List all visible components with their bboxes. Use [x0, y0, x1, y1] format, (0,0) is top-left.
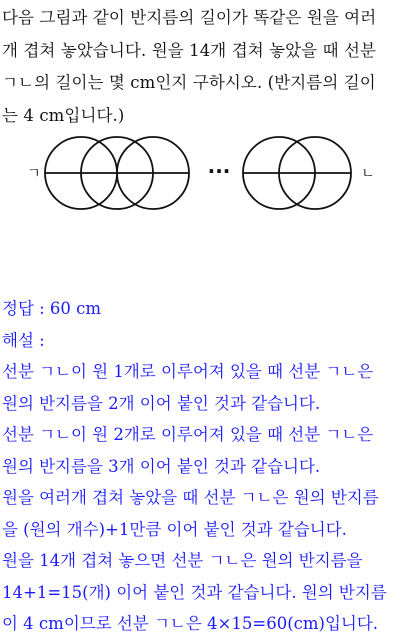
explanation-line: 원을 14개 겹쳐 놓으면 선분 ㄱㄴ은 원의 반지름을	[2, 551, 363, 570]
explanation-line: 선분 ㄱㄴ이 원 1개로 이루어져 있을 때 선분 ㄱㄴ은	[2, 362, 374, 381]
problem-text	[2, 2, 398, 132]
overlapping-circles-figure	[0, 130, 400, 220]
explanation-line: 을 (원의 개수)+1만큼 이어 붙인 것과 같습니다.	[2, 519, 347, 539]
solution-block	[2, 293, 398, 640]
explanation-label: 해설 :	[2, 330, 45, 350]
label-nieun: ㄴ	[361, 166, 375, 182]
label-giyeok: ㄱ	[27, 166, 41, 182]
explanation-line: 선분 ㄱㄴ이 원 2개로 이루어져 있을 때 선분 ㄱㄴ은	[2, 425, 374, 444]
explanation-line: 원의 반지름을 2개 이어 붙인 것과 같습니다.	[2, 393, 321, 413]
problem-line: 는 4 cm입니다.)	[2, 105, 125, 125]
problem-line: 다음 그림과 같이 반지름의 길이가 똑같은 원을 여러	[2, 8, 377, 27]
explanation-line: 원의 반지름을 3개 이어 붙인 것과 같습니다.	[2, 456, 321, 476]
problem-line: 개 겹쳐 놓았습니다. 원을 14개 겹쳐 놓았을 때 선분	[2, 40, 377, 60]
explanation-line: 원을 여러개 겹쳐 놓았을 때 선분 ㄱㄴ은 원의 반지름	[2, 488, 379, 507]
explanation-line: 이 4 cm이므로 선분 ㄱㄴ은 4×15=60(cm)입니다.	[2, 614, 379, 633]
problem-line: ㄱㄴ의 길이는 몇 cm인지 구하시오. (반지름의 길이	[2, 73, 376, 92]
ellipsis: ···	[207, 159, 231, 183]
answer-line: 정답 : 60 cm	[2, 299, 102, 318]
explanation-line: 14+1=15(개) 이어 붙인 것과 같습니다. 원의 반지름	[2, 582, 387, 602]
